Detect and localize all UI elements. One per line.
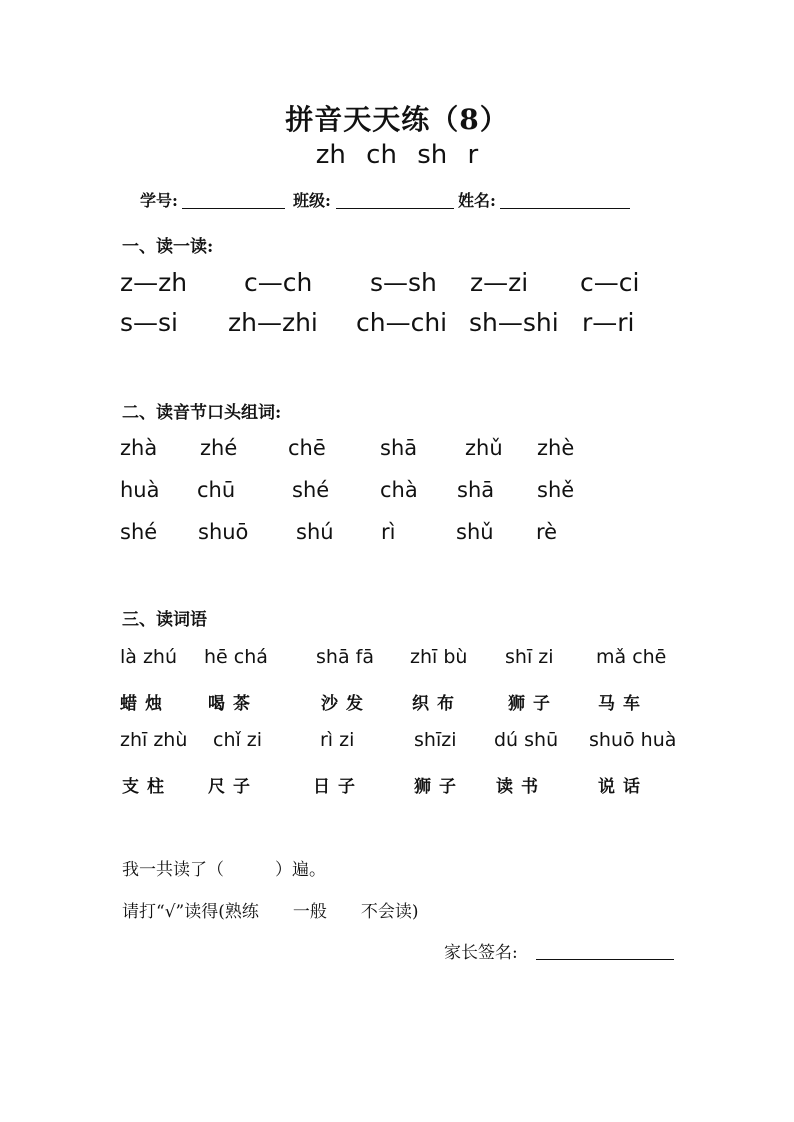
syllable-item: chà xyxy=(380,478,418,502)
word-hanzi: 喝茶 xyxy=(208,694,258,714)
word-pinyin: rì zi xyxy=(320,729,355,751)
word-hanzi: 蜡烛 xyxy=(120,694,170,714)
section-title-read: 一、读一读: xyxy=(122,237,214,257)
syllable-item: zhǔ xyxy=(465,436,503,460)
syllable-item: shā xyxy=(457,478,495,502)
word-hanzi: 支柱 xyxy=(122,777,172,797)
check-prompt-line: 请打“√”读得(熟练 一般 不会读) xyxy=(122,902,419,922)
syllable-item: zhè xyxy=(537,436,575,460)
word-hanzi: 狮子 xyxy=(508,694,558,714)
pair-item: z—zi xyxy=(470,268,529,297)
syllable-item: shé xyxy=(120,520,158,544)
name-field[interactable] xyxy=(500,208,630,209)
word-pinyin: zhī zhù xyxy=(120,729,188,751)
pair-item: s—sh xyxy=(370,268,437,297)
syllable-item: shé xyxy=(292,478,330,502)
syllable-item: zhà xyxy=(120,436,158,460)
section-title-words: 三、读词语 xyxy=(122,610,207,630)
name-label: 姓名: xyxy=(458,191,496,210)
word-hanzi: 日子 xyxy=(313,777,363,797)
word-hanzi: 沙发 xyxy=(321,694,371,714)
syllable-item: shǔ xyxy=(456,520,494,544)
word-pinyin: mǎ chē xyxy=(596,646,667,668)
class-field[interactable] xyxy=(336,208,454,209)
page-title: 拼音天天练（8） xyxy=(285,103,509,136)
word-pinyin: dú shū xyxy=(494,729,559,751)
syllable-item: shā xyxy=(380,436,418,460)
word-pinyin: là zhú xyxy=(120,646,178,668)
pair-item: sh—shi xyxy=(469,308,559,337)
syllable-item: shú xyxy=(296,520,334,544)
pair-item: r—ri xyxy=(582,308,635,337)
parent-signature-row xyxy=(444,938,684,964)
section-title-syllables: 二、读音节口头组词: xyxy=(122,403,282,423)
syllable-item: rè xyxy=(536,520,558,544)
word-pinyin: shī zi xyxy=(505,646,554,668)
syllable-item: shuō xyxy=(198,520,249,544)
student-id-field[interactable] xyxy=(182,208,285,209)
class-label: 班级: xyxy=(293,191,331,210)
word-pinyin: shuō huà xyxy=(589,729,677,751)
word-pinyin: chǐ zi xyxy=(213,729,263,751)
word-hanzi: 狮子 xyxy=(414,777,464,797)
syllable-item: chū xyxy=(197,478,236,502)
word-hanzi: 织布 xyxy=(412,694,462,714)
word-pinyin: shīzi xyxy=(414,729,457,751)
word-pinyin: hē chá xyxy=(204,646,268,668)
pair-item: c—ci xyxy=(580,268,640,297)
pair-item: ch—chi xyxy=(356,308,448,337)
syllable-item: huà xyxy=(120,478,160,502)
pair-item: z—zh xyxy=(120,268,188,297)
pair-item: zh—zhi xyxy=(228,308,318,337)
word-hanzi: 尺子 xyxy=(208,777,258,797)
word-hanzi: 说话 xyxy=(598,777,648,797)
syllable-item: chē xyxy=(288,436,326,460)
student-id-label: 学号: xyxy=(140,191,178,210)
parent-signature-field[interactable] xyxy=(536,959,674,960)
syllable-item: shě xyxy=(537,478,575,502)
page-subtitle: zh ch sh r xyxy=(315,140,479,170)
word-hanzi: 马车 xyxy=(598,694,648,714)
pair-item: s—si xyxy=(120,308,178,337)
syllable-item: rì xyxy=(381,520,396,544)
word-hanzi: 读书 xyxy=(496,777,546,797)
syllable-item: zhé xyxy=(200,436,238,460)
word-pinyin: shā fā xyxy=(316,646,374,668)
pair-item: c—ch xyxy=(244,268,313,297)
word-pinyin: zhī bù xyxy=(410,646,468,668)
student-info-row xyxy=(0,188,794,214)
parent-sign-label: 家长签名: xyxy=(444,943,518,963)
read-count-line: 我一共读了（ ）遍。 xyxy=(122,860,326,880)
